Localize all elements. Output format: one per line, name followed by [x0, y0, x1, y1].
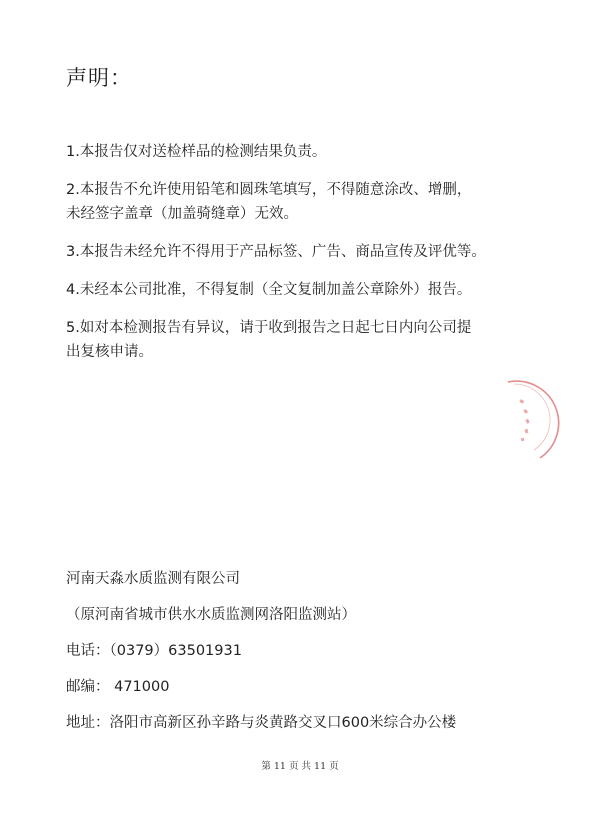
company-info	[66, 568, 546, 748]
company-former-name: （原河南省城市供水水质监测网洛阳监测站）	[66, 607, 356, 623]
company-phone: 电话：（0379）63501931	[66, 643, 242, 659]
company-name: 河南天淼水质监测有限公司	[66, 571, 240, 587]
declaration-title: 声明：	[66, 66, 132, 90]
clause-4: 4.未经本公司批准，不得复制（全文复制加盖公章除外）报告。	[66, 282, 472, 298]
company-postcode: 邮编： 471000	[66, 679, 170, 695]
clause-2: 2.本报告不允许使用铅笔和圆珠笔填写，不得随意涂改、增删， 未经签字盖章（加盖骑缝章）无效。	[66, 182, 472, 222]
clause-1: 1.本报告仅对送检样品的检测结果负责。	[66, 144, 327, 160]
company-address: 地址：洛阳市高新区孙辛路与炎黄路交叉口600米综合办公楼	[66, 715, 457, 731]
seal-stamp-fragment	[506, 378, 562, 462]
page-number: 第 11 页 共 11 页	[261, 761, 339, 772]
seal-stamp-icon	[506, 378, 562, 462]
clause-3: 3.本报告未经允许不得用于产品标签、广告、商品宣传及评优等。	[66, 244, 486, 260]
declaration-clauses	[66, 140, 526, 378]
clause-5: 5.如对本检测报告有异议，请于收到报告之日起七日内向公司提 出复核申请。	[66, 320, 472, 360]
